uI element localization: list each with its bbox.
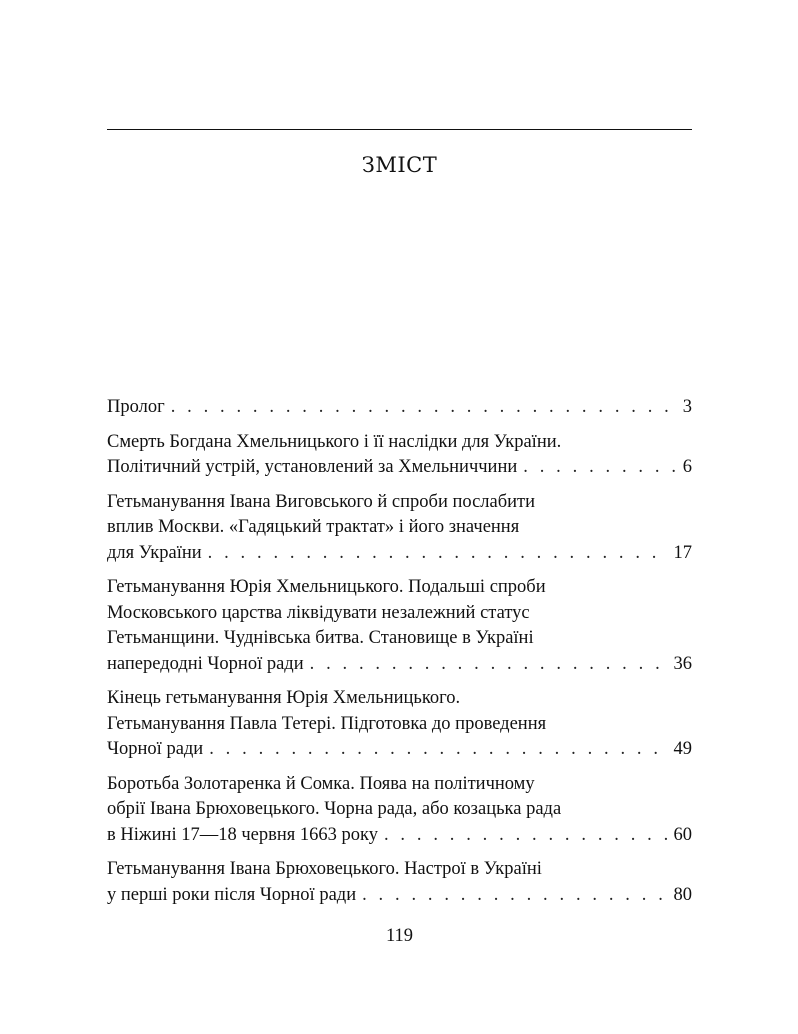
toc-entry[interactable] [107, 686, 692, 763]
toc-entry-last-line [107, 652, 692, 678]
page-title: ЗМІСТ [361, 153, 438, 177]
toc-entry[interactable] [107, 490, 692, 567]
toc-page-number: 3 [682, 397, 692, 417]
toc-entry[interactable] [107, 430, 692, 481]
toc-entry-text: у перші роки після Чорної ради [107, 884, 357, 905]
toc-entry-text: напередодні Чорної ради [107, 653, 304, 674]
toc-entry-last-line [107, 455, 692, 481]
dot-leader [362, 883, 667, 909]
toc-entry-last-line [107, 395, 692, 421]
toc-page-number: 17 [673, 542, 692, 563]
toc-entry-text: для України [107, 542, 202, 563]
toc-entry-text: Політичний устрій, установлений за Хмельниччини [107, 457, 518, 477]
toc-entry-last-line [107, 737, 692, 763]
toc-entry-text: Кінець гетьманування Юрія Хмельницького. [107, 688, 461, 708]
toc-entry-text: Гетьманування Павла Тетері. Підготовка до проведення [107, 713, 547, 734]
dot-leader [523, 455, 676, 481]
toc-entry-text: Чорної ради [107, 739, 204, 759]
toc-entry-text: Боротьба Золотаренка й Сомка. Поява на політичному [107, 773, 535, 794]
dot-leader [209, 737, 667, 763]
toc-entry[interactable] [107, 857, 692, 908]
toc-entry[interactable] [107, 575, 692, 677]
toc-page-number: 36 [673, 653, 692, 674]
toc-entry-text: Гетьманщини. Чуднівська битва. Становище в Україні [107, 628, 534, 648]
toc-entry-text: Московського царства ліквідувати незалежний статус [107, 602, 530, 623]
dot-leader [310, 652, 668, 678]
toc-entry-text: Смерть Богдана Хмельницького і її наслідки для України. [107, 431, 562, 452]
table-of-contents [107, 395, 692, 917]
toc-entry-last-line [107, 883, 692, 909]
dot-leader [208, 541, 668, 567]
toc-page-number: 6 [682, 457, 692, 477]
toc-page-number: 80 [673, 884, 692, 905]
toc-page-number: 49 [673, 739, 692, 759]
page-number: 119 [385, 926, 414, 946]
dot-leader [384, 823, 668, 849]
toc-entry-text: в Ніжині 17—18 червня 1663 року [107, 824, 378, 845]
toc-entry-text: обрії Івана Брюховецького. Чорна рада, або козацька рада [107, 799, 562, 819]
toc-entry[interactable] [107, 772, 692, 849]
toc-page-number: 60 [673, 824, 692, 845]
toc-entry[interactable] [107, 395, 692, 421]
toc-entry-text: Пролог [107, 397, 165, 417]
toc-entry-last-line [107, 541, 692, 567]
top-rule [107, 129, 692, 130]
toc-entry-text: Гетьманування Івана Виговського й спроби послабити [107, 491, 536, 512]
toc-entry-text: Гетьманування Івана Брюховецького. Настрої в Україні [107, 859, 542, 879]
toc-entry-last-line [107, 823, 692, 849]
toc-entry-text: Гетьманування Юрія Хмельницького. Подальші спроби [107, 577, 546, 597]
toc-entry-text: вплив Москви. «Гадяцький трактат» і його значення [107, 517, 520, 537]
dot-leader [171, 395, 677, 421]
